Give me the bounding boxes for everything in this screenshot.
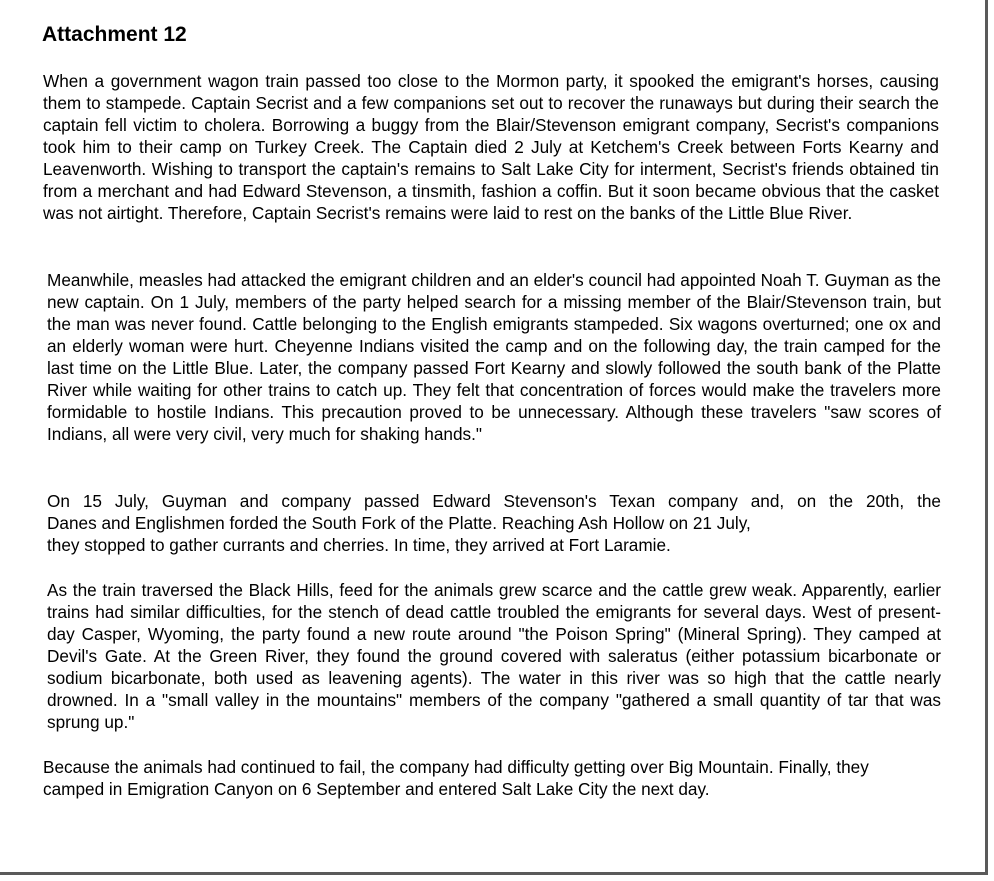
paragraph-5: Because the animals had continued to fail, the company had difficulty getting over Big Mountain. Finally, they camped in Emigration Canyon on 6 September and entered Salt Lake City the next day.: [43, 757, 869, 799]
paragraph-1: When a government wagon train passed too close to the Mormon party, it spooked the emigrant's horses, causing them to stampede. Captain Secrist and a few companions set out to recover the runaways but during their search the captain fell victim to cholera. Borrowing a buggy from the Blair/Stevenson emigrant company, Secrist's companions took him to their camp on Turkey Creek. The Captain died 2 July at Ketchem's Creek between Forts Kearny and Leavenworth. Wishing to transport the captain's remains to Salt Lake City for interment, Secrist's friends obtained tin from a merchant and had Edward Stevenson, a tinsmith, fashion a coffin. But it soon became obvious that the casket was not airtight. Therefore, Captain Secrist's remains were laid to rest on the banks of the Little Blue River.: [43, 71, 939, 223]
paragraph-4: As the train traversed the Black Hills, feed for the animals grew scarce and the cattle grew weak. Apparently, earlier trains had similar difficulties, for the stench of dead cattle troubled the emigrants for several days. West of present-day Casper, Wyoming, the party found a new route around "the Poison Spring" (Mineral Spring). They camped at Devil's Gate. At the Green River, they found the ground covered with saleratus (either potassium bicarbonate or sodium bicarbonate, both used as leavening agents). The water in this river was so high that the cattle nearly drowned. In a "small valley in the mountains" members of the company "gathered a small quantity of tar that was sprung up.": [47, 580, 941, 732]
paragraph-3-line-2: Danes and Englishmen forded the South Fork of the Platte. Reaching Ash Hollow on 21 July,: [47, 513, 751, 533]
paragraph-3-line-1: On 15 July, Guyman and company passed Edward Stevenson's Texan company and, on the 20th, the: [47, 491, 941, 511]
paragraph-3: [47, 490, 941, 556]
paragraph-3-line-3: they stopped to gather currants and cherries. In time, they arrived at Fort Laramie.: [47, 535, 671, 555]
document-title: Attachment 12: [42, 23, 187, 46]
paragraph-2: Meanwhile, measles had attacked the emigrant children and an elder's council had appointed Noah T. Guyman as the new captain. On 1 July, members of the party helped search for a missing member of the Blair/Stevenson train, but the man was never found. Cattle belonging to the English emigrants stampeded. Six wagons overturned; one ox and an elderly woman were hurt. Cheyenne Indians visited the camp and on the following day, the train camped for the last time on the Little Blue. Later, the company passed Fort Kearny and slowly followed the south bank of the Platte River while waiting for other trains to catch up. They felt that concentration of forces would make the travelers more formidable to hostile Indians. This precaution proved to be unnecessary. Although these travelers "saw scores of Indians, all were very civil, very much for shaking hands.": [47, 270, 941, 444]
